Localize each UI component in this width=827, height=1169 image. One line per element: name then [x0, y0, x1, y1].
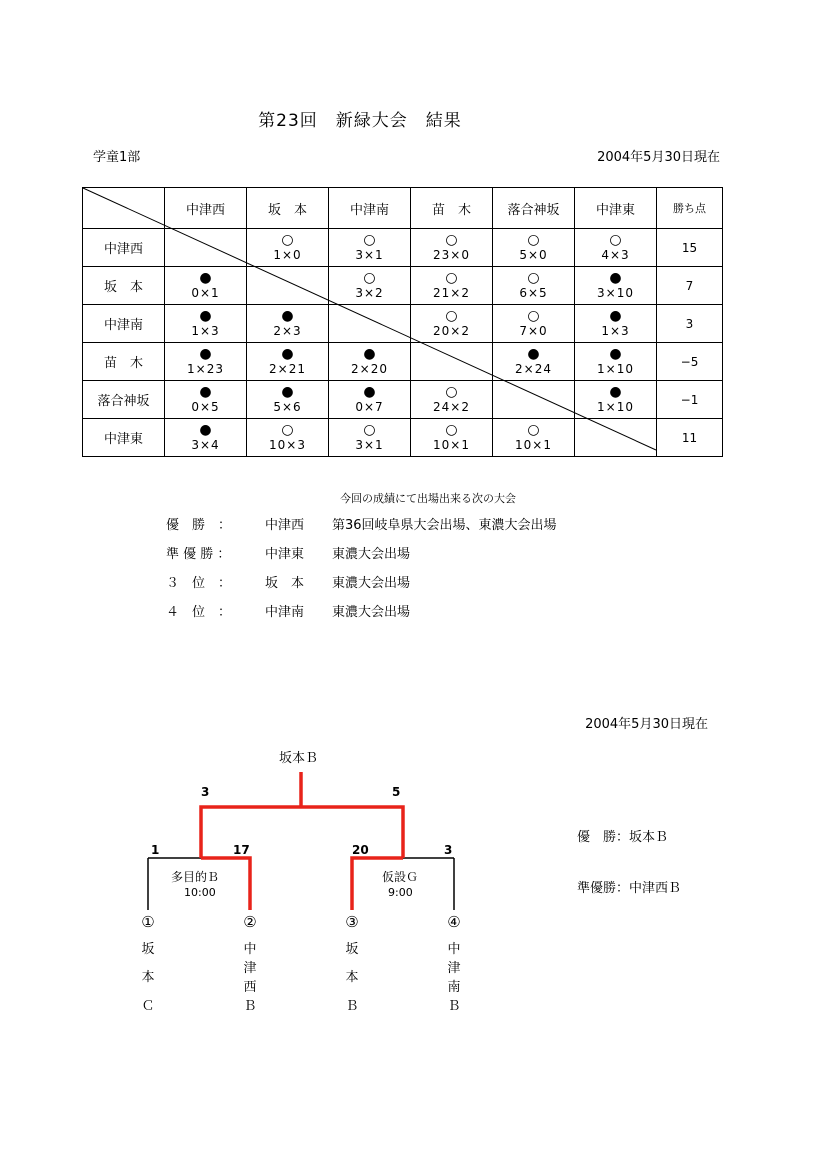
next-event-caption: 今回の成績にて出場出来る次の大会 [340, 492, 516, 505]
entrant-name-char: 津 [447, 961, 461, 976]
col-header: 苗 木 [411, 188, 493, 229]
match-score: 2×3 [273, 323, 302, 338]
semi2-score: 3 [444, 843, 453, 857]
match-score: 24×2 [433, 399, 470, 414]
entrant-name-char: 本 [141, 970, 155, 985]
entrant-name-char: Ｂ [345, 999, 359, 1014]
loss-mark: ● [609, 307, 622, 324]
points-header: 勝ち点 [657, 188, 723, 229]
row-header: 落合神坂 [83, 381, 165, 419]
page-title: 第23回 新緑大会 結果 [258, 111, 462, 131]
bracket-date: 2004年5月30日現在 [585, 717, 708, 732]
win-mark: ○ [281, 231, 294, 248]
col-header: 落合神坂 [493, 188, 575, 229]
semi1-score: 17 [233, 843, 250, 857]
match-score: 6×5 [519, 285, 548, 300]
points-cell: 3 [657, 305, 723, 343]
row-header: 中津南 [83, 305, 165, 343]
match-score: 3×4 [191, 437, 220, 452]
entrant-name-char: 坂 [345, 942, 359, 957]
match-score: 3×1 [355, 247, 384, 262]
match-score: 3×1 [355, 437, 384, 452]
points-cell: −5 [657, 343, 723, 381]
loss-mark: ● [199, 421, 212, 438]
qual-rank: ４ 位 ： [166, 605, 232, 620]
match-score: 0×1 [191, 285, 220, 300]
loss-mark: ● [609, 269, 622, 286]
match-score: 0×5 [191, 399, 220, 414]
win-mark: ○ [445, 269, 458, 286]
entrant-name-char: 南 [447, 980, 461, 995]
win-mark: ○ [445, 421, 458, 438]
semi2-venue: 仮設Ｇ [382, 870, 419, 884]
win-mark: ○ [281, 421, 294, 438]
match-score: 10×1 [433, 437, 470, 452]
points-cell: 7 [657, 267, 723, 305]
entrant-seed: ④ [447, 913, 461, 931]
qual-rank: 優 勝 ： [166, 518, 232, 533]
match-score: 2×24 [515, 361, 552, 376]
match-score: 7×0 [519, 323, 548, 338]
match-score: 1×10 [597, 399, 634, 414]
entrant-name-char: 中 [447, 942, 461, 957]
win-mark: ○ [363, 421, 376, 438]
division-label: 学童1部 [93, 150, 141, 165]
loss-mark: ● [363, 383, 376, 400]
col-header: 中津西 [165, 188, 247, 229]
loss-mark: ● [199, 345, 212, 362]
match-score: 2×21 [269, 361, 306, 376]
win-mark: ○ [445, 231, 458, 248]
match-score: 23×0 [433, 247, 470, 262]
runnerup-label: 準優勝：中津西Ｂ [577, 881, 682, 896]
match-score: 4×3 [601, 247, 630, 262]
entrant-seed: ② [243, 913, 257, 931]
win-mark: ○ [527, 307, 540, 324]
semi2-score: 20 [352, 843, 369, 857]
entrant-name-char: 中 [243, 942, 257, 957]
entrant-name-char: Ｂ [447, 999, 461, 1014]
final-score: 5 [392, 785, 401, 799]
loss-mark: ● [281, 307, 294, 324]
entrant-name-char: 西 [243, 980, 257, 995]
points-cell: −1 [657, 381, 723, 419]
match-score: 10×3 [269, 437, 306, 452]
col-header: 中津南 [329, 188, 411, 229]
qual-event: 東濃大会出場 [332, 605, 411, 620]
semi1-time: 10:00 [184, 886, 216, 899]
match-score: 10×1 [515, 437, 552, 452]
match-score: 2×20 [351, 361, 388, 376]
match-score: 1×0 [273, 247, 302, 262]
entrant-name-char: 津 [243, 961, 257, 976]
qual-team: 中津西 [265, 518, 305, 533]
win-mark: ○ [527, 421, 540, 438]
match-score: 21×2 [433, 285, 470, 300]
as-of-date: 2004年5月30日現在 [597, 150, 720, 165]
match-score: 1×10 [597, 361, 634, 376]
win-mark: ○ [363, 231, 376, 248]
match-score: 20×2 [433, 323, 470, 338]
qual-rank: 準 優 勝 ： [166, 547, 231, 562]
match-score: 1×3 [601, 323, 630, 338]
qual-event: 東濃大会出場 [332, 576, 411, 591]
match-score: 1×23 [187, 361, 224, 376]
match-score: 5×6 [273, 399, 302, 414]
loss-mark: ● [281, 345, 294, 362]
points-cell: 15 [657, 229, 723, 267]
entrant-name-char: 坂 [141, 942, 155, 957]
qual-team: 坂 本 [265, 576, 305, 591]
semi1-venue: 多目的Ｂ [171, 870, 220, 884]
row-header: 中津西 [83, 229, 165, 267]
winning-path [201, 772, 403, 910]
col-header: 中津東 [575, 188, 657, 229]
entrant-seed: ③ [345, 913, 359, 931]
qual-event: 東濃大会出場 [332, 547, 411, 562]
loss-mark: ● [199, 383, 212, 400]
entrant-name-char: Ｃ [141, 999, 155, 1014]
win-mark: ○ [527, 269, 540, 286]
qual-rank: ３ 位 ： [166, 576, 232, 591]
qual-team: 中津東 [265, 547, 305, 562]
qual-team: 中津南 [265, 605, 305, 620]
win-mark: ○ [445, 307, 458, 324]
match-score: 1×3 [191, 323, 220, 338]
points-cell: 11 [657, 419, 723, 457]
entrant-name-char: 本 [345, 970, 359, 985]
semi1-score: 1 [151, 843, 160, 857]
match-score: 5×0 [519, 247, 548, 262]
loss-mark: ● [363, 345, 376, 362]
win-mark: ○ [363, 269, 376, 286]
match-score: 0×7 [355, 399, 384, 414]
row-header: 坂 本 [83, 267, 165, 305]
match-score: 3×10 [597, 285, 634, 300]
semi1-win-path [201, 807, 301, 858]
qual-event: 第36回岐阜県大会出場、東濃大会出場 [332, 518, 557, 533]
loss-mark: ● [199, 269, 212, 286]
loss-mark: ● [199, 307, 212, 324]
bracket-winner: 坂本Ｂ [279, 751, 319, 766]
semi2-time: 9:00 [388, 886, 413, 899]
win-mark: ○ [527, 231, 540, 248]
loss-mark: ● [281, 383, 294, 400]
row-header: 苗 木 [83, 343, 165, 381]
loss-mark: ● [527, 345, 540, 362]
match-score: 3×2 [355, 285, 384, 300]
row-header: 中津東 [83, 419, 165, 457]
loss-mark: ● [609, 345, 622, 362]
loss-mark: ● [609, 383, 622, 400]
win-mark: ○ [609, 231, 622, 248]
col-header: 坂 本 [247, 188, 329, 229]
final-score: 3 [201, 785, 210, 799]
champion-label: 優 勝：坂本Ｂ [577, 830, 669, 845]
win-mark: ○ [445, 383, 458, 400]
entrant-name-char: Ｂ [243, 999, 257, 1014]
entrant-seed: ① [141, 913, 155, 931]
